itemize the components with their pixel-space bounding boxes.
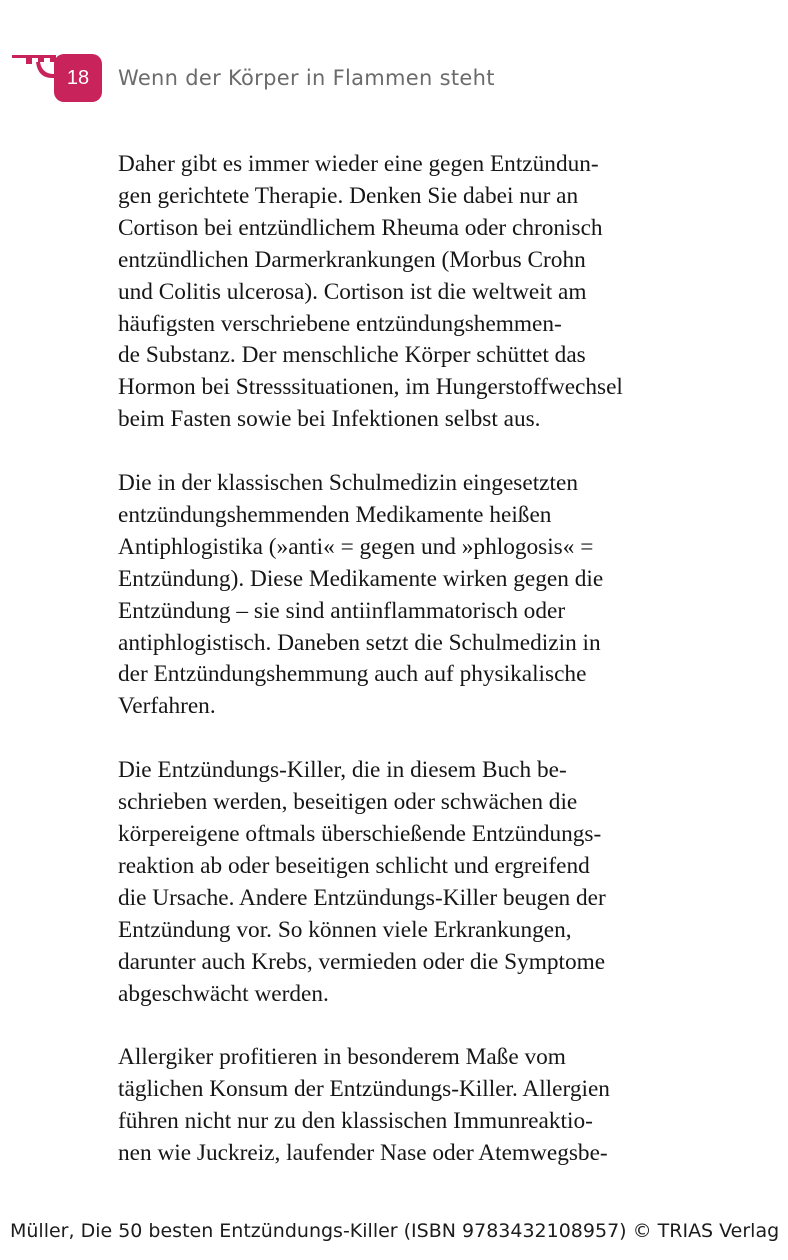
text-line: Hormon bei Stresssituationen, im Hungerstoffwechsel <box>118 374 623 401</box>
body-text <box>118 149 738 1202</box>
text-line: Verfahren. <box>118 693 216 720</box>
text-line: Entzündung – sie sind antiinflammatorisch oder <box>118 597 566 624</box>
paragraph-3 <box>118 755 738 1010</box>
text-line: darunter auch Krebs, vermieden oder die Symptome <box>118 948 606 975</box>
text-line: antiphlogistisch. Daneben setzt die Schulmedizin in <box>118 629 601 656</box>
bracket-ornament-icon <box>12 54 60 80</box>
text-line: abgeschwächt werden. <box>118 980 329 1007</box>
page-header <box>0 0 788 110</box>
text-line: Die Entzündungs-Killer, die in diesem Buch be- <box>118 757 567 784</box>
text-line: körpereigene oftmals überschießende Entzündungs- <box>118 821 602 847</box>
footer-citation: Müller, Die 50 besten Entzündungs-Killer (ISBN 9783432108957) © TRIAS Verlag <box>10 1220 780 1242</box>
text-line: und Colitis ulcerosa). Cortison ist die weltweit am <box>118 278 587 305</box>
text-line: de Substanz. Der menschliche Körper schüttet das <box>118 342 586 369</box>
running-title: Wenn der Körper in Flammen steht <box>118 66 495 90</box>
text-line: beim Fasten sowie bei Infektionen selbst aus. <box>118 406 541 433</box>
text-line: die Ursache. Andere Entzündungs-Killer beugen der <box>118 884 606 911</box>
text-line: Antiphlogistika (»anti« = gegen und »phlogosis« = <box>118 533 594 560</box>
text-line: Cortison bei entzündlichem Rheuma oder chronisch <box>118 214 603 241</box>
text-line: führen nicht nur zu den klassischen Immunreaktio- <box>118 1108 593 1135</box>
text-line: nen wie Juckreiz, laufender Nase oder Atemwegsbe- <box>118 1140 608 1167</box>
text-line: der Entzündungshemmung auch auf physikalische <box>118 661 587 688</box>
paragraph-1 <box>118 149 738 436</box>
text-line: häufigsten verschriebene entzündungshemmen- <box>118 310 562 337</box>
text-line: entzündlichen Darmerkrankungen (Morbus Crohn <box>118 246 586 273</box>
text-line: reaktion ab oder beseitigen schlicht und ergreifend <box>118 852 590 879</box>
text-line: Entzündung). Diese Medikamente wirken gegen die <box>118 565 604 592</box>
text-line: Daher gibt es immer wieder eine gegen Entzündun- <box>118 151 599 177</box>
paragraph-2 <box>118 468 738 723</box>
text-line: Entzündung vor. So können viele Erkrankungen, <box>118 916 572 943</box>
text-line: entzündungshemmenden Medikamente heißen <box>118 501 552 528</box>
text-line: täglichen Konsum der Entzündungs-Killer. Allergien <box>118 1076 610 1103</box>
page-number-badge: 18 <box>54 54 102 102</box>
text-line: Allergiker profitieren in besonderem Maße vom <box>118 1044 566 1071</box>
text-line: gen gerichtete Therapie. Denken Sie dabei nur an <box>118 182 579 209</box>
paragraph-4 <box>118 1042 738 1170</box>
text-line: Die in der klassischen Schulmedizin eingesetzten <box>118 470 578 497</box>
text-line: schrieben werden, beseitigen oder schwächen die <box>118 789 578 816</box>
